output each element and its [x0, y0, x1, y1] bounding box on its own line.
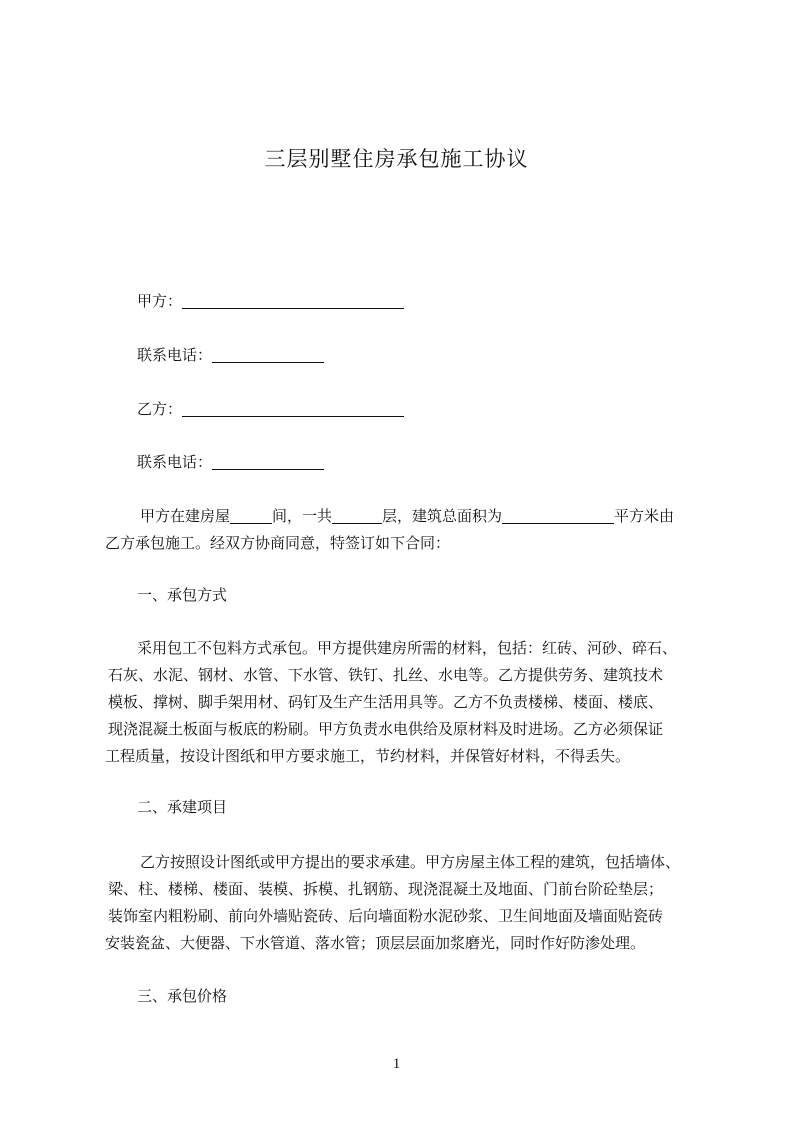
- party-a-label: 甲方：: [137, 292, 183, 310]
- intro-text-1: 甲方在建房屋: [140, 507, 231, 525]
- section2-line-4: 安装瓷盆、大便器、下水管道、落水管；顶层层面加浆磨光，同时作好防渗处理。: [105, 934, 646, 952]
- rooms-blank[interactable]: [230, 507, 272, 524]
- area-blank[interactable]: [502, 507, 614, 524]
- intro-text-4: 平方米由: [614, 507, 675, 525]
- floors-blank[interactable]: [332, 507, 382, 524]
- phone-a-label: 联系电话：: [137, 346, 213, 364]
- phone-b-blank[interactable]: [212, 453, 324, 470]
- intro-text-3: 层，建筑总面积为: [382, 507, 503, 525]
- page-number: 1: [392, 1056, 401, 1072]
- section2-line-3: 装饰室内粗粉刷、前向外墙贴瓷砖、后向墙面粉水泥砂浆、卫生间地面及墙面贴瓷砖: [108, 907, 664, 925]
- intro-text-2: 间，一共: [272, 507, 333, 525]
- section2-heading: 二、承建项目: [137, 798, 228, 816]
- phone-b-line: [137, 452, 324, 472]
- party-b-blank[interactable]: [182, 400, 404, 417]
- phone-a-line: [137, 345, 324, 365]
- section1-line-1: 采用包工不包料方式承包。甲方提供建房所需的材料，包括：红砖、河砂、碎石、: [137, 639, 678, 657]
- section2-line-2: 梁、柱、楼梯、楼面、装模、拆模、扎钢筋、现浇混凝土及地面、门前台阶砼垫层；: [108, 880, 664, 898]
- section1-line-3: 模板、撑树、脚手架用材、码钉及生产生活用具等。乙方不负责楼梯、楼面、楼底、: [108, 693, 664, 711]
- section1-line-2: 石灰、水泥、钢材、水管、下水管、铁钉、扎丝、水电等。乙方提供劳务、建筑技术: [108, 666, 664, 684]
- section1-line-5: 工程质量，按设计图纸和甲方要求施工，节约材料，并保管好材料，不得丢失。: [105, 747, 631, 765]
- intro-line-1: [140, 506, 674, 526]
- section3-heading: 三、承包价格: [137, 987, 228, 1005]
- section1-heading: 一、承包方式: [137, 586, 228, 604]
- party-b-label: 乙方：: [137, 400, 183, 418]
- section2-line-1: 乙方按照设计图纸或甲方提出的要求承建。甲方房屋主体工程的建筑，包括墙体、: [140, 853, 681, 871]
- document-title: 三层别墅住房承包施工协议: [264, 147, 529, 171]
- section1-line-4: 现浇混凝土板面与板底的粉刷。甲方负责水电供给及原材料及时进场。乙方必须保证: [108, 720, 664, 738]
- phone-a-blank[interactable]: [212, 346, 324, 363]
- party-a-blank[interactable]: [182, 292, 404, 309]
- party-a-line: [137, 291, 404, 311]
- phone-b-label: 联系电话：: [137, 453, 213, 471]
- intro-line-2: 乙方承包施工。经双方协商同意，特签订如下合同：: [105, 534, 451, 552]
- party-b-line: [137, 399, 404, 419]
